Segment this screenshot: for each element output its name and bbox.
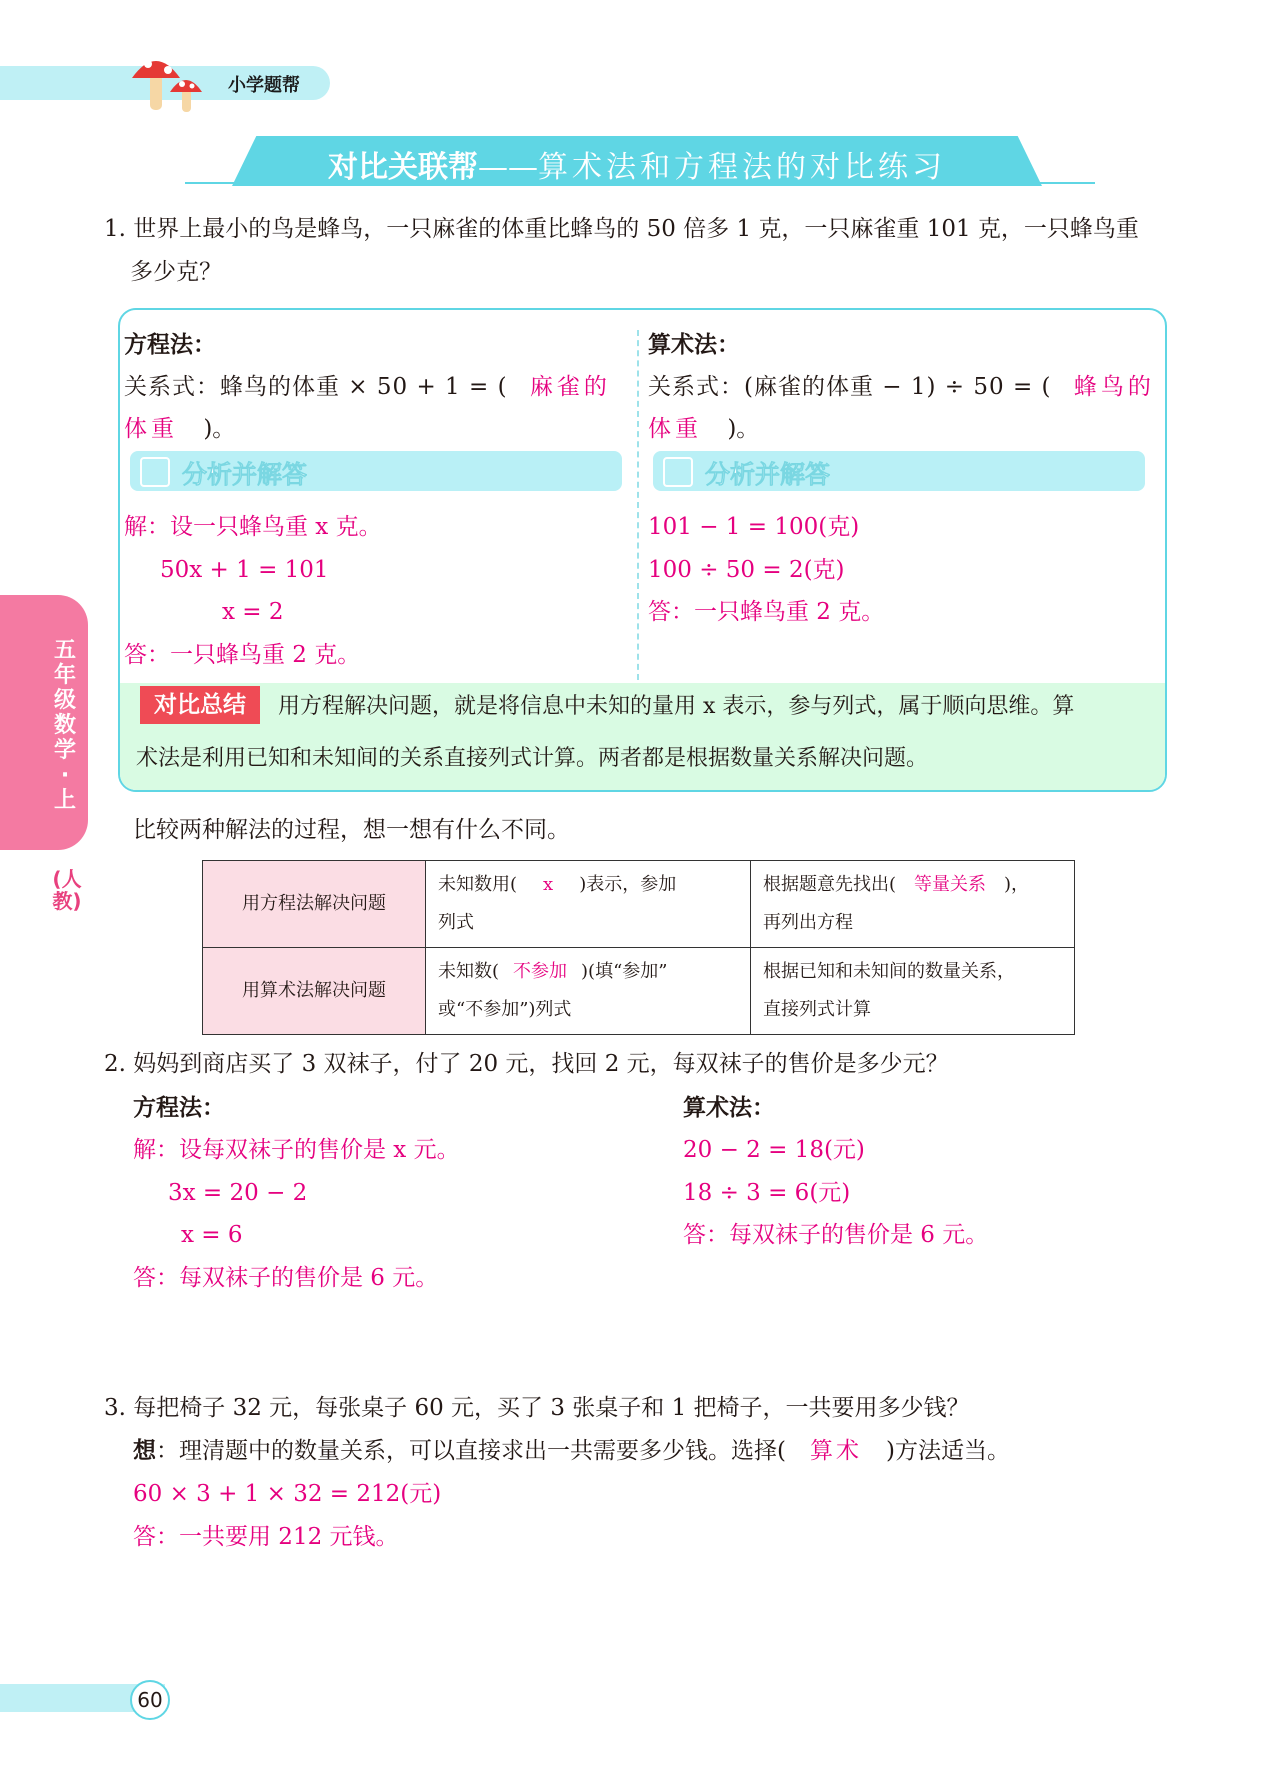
- q1-arith-relation-2: [648, 414, 759, 444]
- q2-ar-answer: 答：每双袜子的售价是 6 元。: [683, 1222, 989, 1248]
- table-cell: [751, 948, 1075, 1035]
- analysis-label: 分析并解答: [705, 460, 831, 489]
- cell-text: 未知数(: [438, 961, 500, 982]
- q1-divider: [637, 330, 639, 680]
- think-text: ：理清题中的数量关系，可以直接求出一共需要多少钱。选择(: [156, 1438, 786, 1464]
- title-dash: ——: [478, 150, 538, 185]
- cell-fill: 不参加: [513, 961, 568, 982]
- think-text: )方法适当。: [885, 1438, 1010, 1464]
- mushroom-logo-icon: [130, 44, 220, 114]
- q1-ar-step-2: 100 ÷ 50 = 2(克): [648, 557, 845, 583]
- q1-eq-answer: 答：一只蜂鸟重 2 克。: [124, 642, 361, 668]
- q1-eq-step-2: 50x + 1 = 101: [160, 557, 329, 583]
- cell-text: 或“不参加”)列式: [438, 999, 572, 1020]
- cell-text: 根据题意先找出(: [763, 874, 897, 895]
- q1-equation-relation-2: [124, 414, 235, 444]
- q2-ar-step-1: 20 − 2 = 18(元): [683, 1137, 865, 1163]
- relation-suffix: )。: [727, 416, 760, 442]
- relation-suffix: )。: [203, 416, 236, 442]
- table-row: [203, 861, 1075, 948]
- q1-arith-relation: [648, 372, 1155, 402]
- q1-text-line2: 多少克？: [130, 259, 222, 285]
- q2-arith-label: 算术法：: [683, 1095, 775, 1121]
- table-cell: [751, 861, 1075, 948]
- table-cell: [426, 948, 751, 1035]
- q2-ar-step-2: 18 ÷ 3 = 6(元): [683, 1180, 851, 1206]
- table-cell: 用方程法解决问题: [203, 861, 426, 948]
- summary-line-1: 用方程解决问题，就是将信息中未知的量用 x 表示，参与列式，属于顺向思维。算: [278, 694, 1075, 719]
- think-fill: 算术: [809, 1438, 862, 1464]
- q2-question: 2. 妈妈到商店买了 3 双袜子，付了 20 元，找回 2 元，每双袜子的售价是多少元？: [104, 1051, 949, 1077]
- cell-text: )表示，参加: [579, 874, 677, 895]
- think-label: 想: [133, 1438, 156, 1464]
- title-sub: 算术法和方程法的对比练习: [538, 150, 946, 185]
- q2-eq-step-3: x = 6: [181, 1222, 243, 1248]
- table-cell: 用算术法解决问题: [203, 948, 426, 1035]
- q1-equation-analysis-bar: [130, 451, 622, 491]
- cell-text: 再列出方程: [763, 912, 853, 933]
- page-number: 60: [130, 1680, 170, 1720]
- summary-tag: 对比总结: [140, 686, 260, 724]
- cell-text: 直接列式计算: [763, 999, 871, 1020]
- q2-eq-answer: 答：每双袜子的售价是 6 元。: [133, 1265, 439, 1291]
- q1-text-line1: 1. 世界上最小的鸟是蜂鸟，一只麻雀的体重比蜂鸟的 50 倍多 1 克，一只麻雀重 101 克，一只蜂鸟重: [104, 216, 1139, 242]
- relation-fill: 麻雀的: [529, 374, 611, 400]
- summary-line-2: 术法是利用已知和未知间的关系直接列式计算。两者都是根据数量关系解决问题。: [136, 746, 929, 771]
- q1-eq-step-3: x = 2: [222, 599, 284, 625]
- q1-equation-relation: [124, 372, 611, 402]
- q3-step-1: 60 × 3 + 1 × 32 = 212(元): [133, 1481, 442, 1507]
- q2-eq-step-1: 解：设每双袜子的售价是 x 元。: [133, 1137, 460, 1163]
- relation-prefix: 关系式：蜂鸟的体重 × 50 + 1 = (: [124, 374, 508, 400]
- title-main: 对比关联帮: [328, 150, 478, 185]
- cell-text: )(填“参加”: [581, 961, 668, 982]
- compare-table: [202, 860, 1075, 1035]
- cell-fill: x: [543, 874, 554, 895]
- relation-prefix: 关系式：(麻雀的体重 − 1) ÷ 50 = (: [648, 374, 1052, 400]
- side-grade-label: 五年级数学·上: [53, 638, 76, 813]
- q1-ar-step-1: 101 − 1 = 100(克): [648, 514, 860, 540]
- relation-fill-2: 体重: [124, 416, 178, 442]
- q2-eq-step-2: 3x = 20 − 2: [168, 1180, 308, 1206]
- q2-equation-label: 方程法：: [133, 1095, 225, 1121]
- q1-equation-label: 方程法：: [124, 332, 216, 358]
- relation-fill: 蜂鸟的: [1073, 374, 1155, 400]
- pencil-icon: [663, 457, 693, 487]
- q1-ar-answer: 答：一只蜂鸟重 2 克。: [648, 599, 885, 625]
- q3-question: 3. 每把椅子 32 元，每张桌子 60 元，买了 3 张桌子和 1 把椅子，一共要用多少钱？: [104, 1395, 970, 1421]
- cell-fill: 等量关系: [914, 874, 987, 895]
- q1-arith-label: 算术法：: [648, 332, 740, 358]
- table-cell: [426, 861, 751, 948]
- relation-fill-2: 体重: [648, 416, 702, 442]
- q1-eq-step-1: 解：设一只蜂鸟重 x 克。: [124, 514, 382, 540]
- q3-answer: 答：一共要用 212 元钱。: [133, 1524, 399, 1550]
- brand-name: 小学题帮: [228, 75, 300, 96]
- analysis-label: 分析并解答: [182, 460, 308, 489]
- cell-text: 列式: [438, 912, 474, 933]
- table-row: [203, 948, 1075, 1035]
- compare-prompt: 比较两种解法的过程，想一想有什么不同。: [133, 817, 570, 843]
- cell-text: )，: [1004, 874, 1030, 895]
- cell-text: 未知数用(: [438, 874, 518, 895]
- page-title: [232, 142, 1042, 186]
- cell-text: 根据已知和未知间的数量关系，: [763, 961, 1015, 982]
- q1-arith-analysis-bar: [653, 451, 1145, 491]
- q3-think: [133, 1436, 1010, 1466]
- side-edition-label: (人教): [52, 867, 82, 913]
- pencil-icon: [140, 457, 170, 487]
